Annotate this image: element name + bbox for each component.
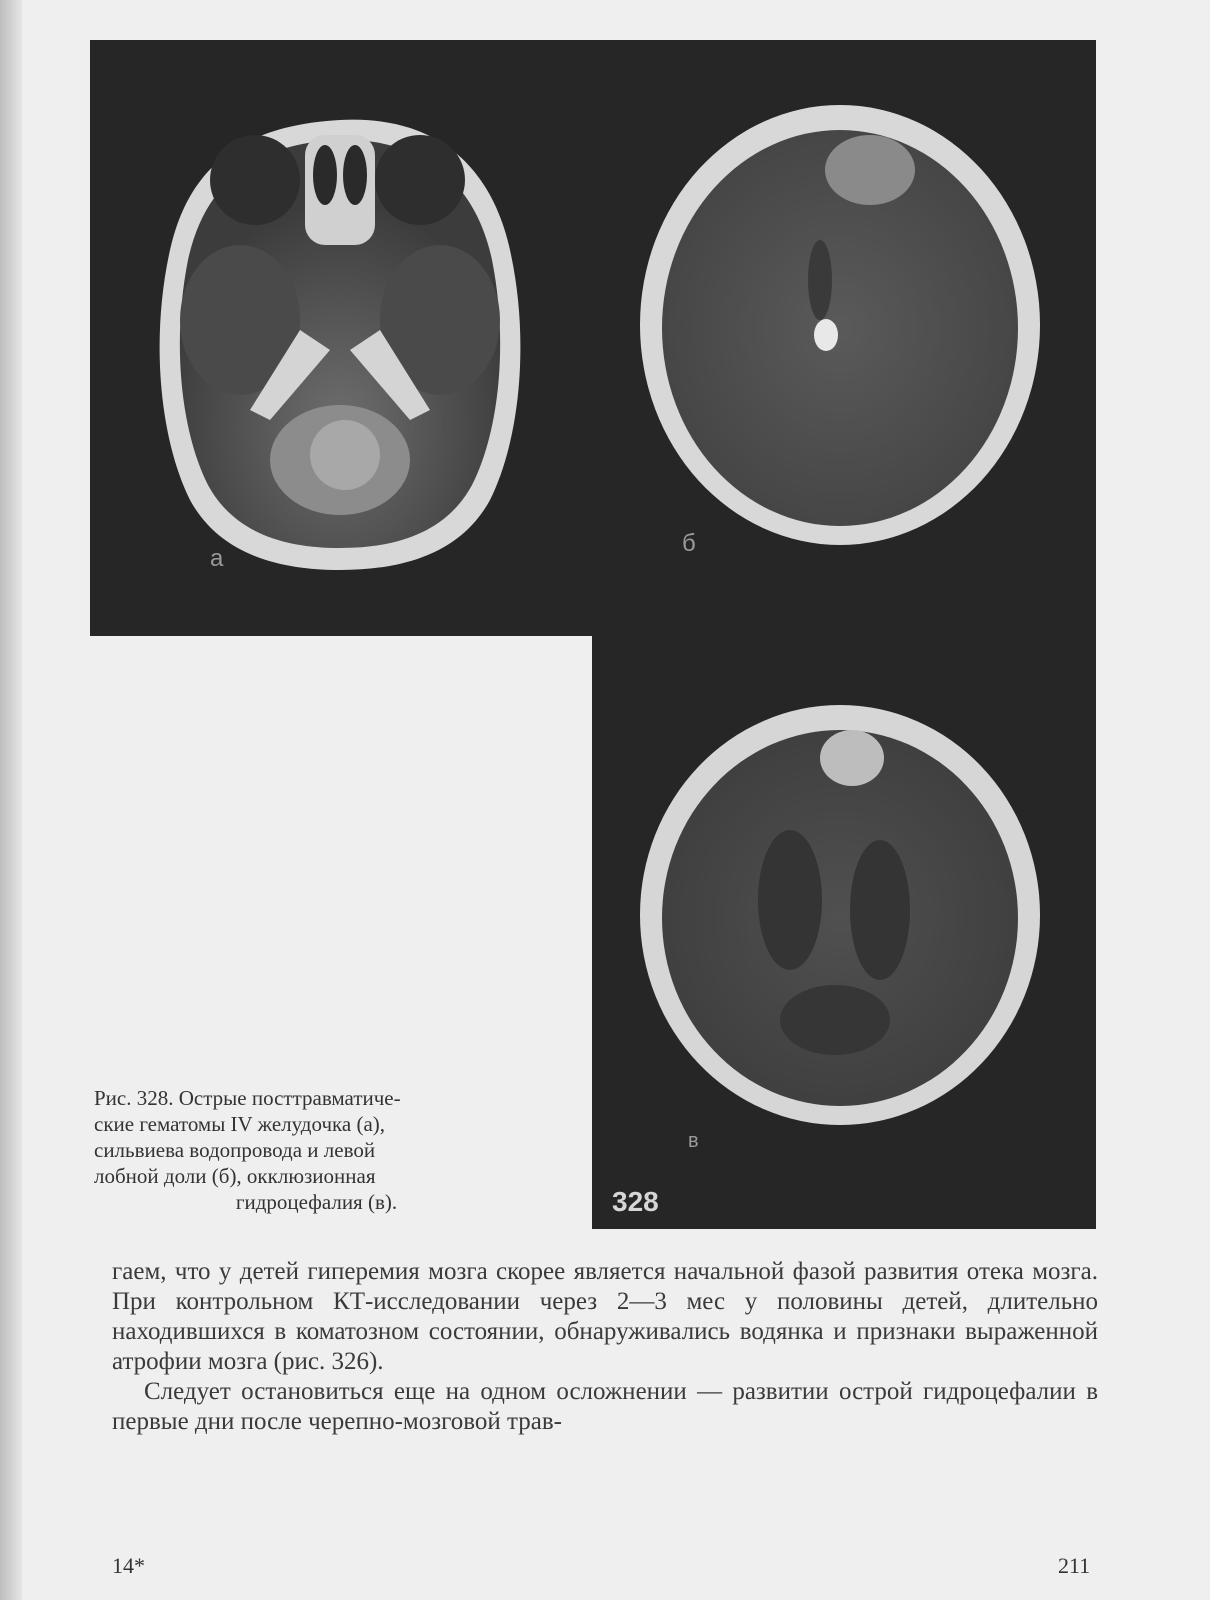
panel-label-a: а: [210, 545, 224, 572]
caption-line: Рис. 328. Острые посттравматиче-: [94, 1086, 401, 1110]
ct-scan-a: [130, 100, 550, 590]
ct-scan-c: [630, 700, 1050, 1130]
ct-scan-b: [630, 100, 1050, 550]
paragraph: Следует остановиться еще на одном осложнении — развитии острой гидроцефалии в первые дни после черепно-мозговой трав-: [112, 1378, 1098, 1435]
page-number: 211: [1058, 1553, 1091, 1578]
figure-caption: [94, 1085, 539, 1215]
paragraph: гаем, что у детей гиперемия мозга скорее является начальной фазой развития отека мозга. При контрольном КТ-исследовании через 2—3 мес у половины детей, длительно находившихся в коматозном состоянии, обнаруживались водянка и признаки выраженной атрофии мозга (рис. 326).: [112, 1258, 1098, 1375]
signature-mark: 14*: [112, 1553, 145, 1578]
caption-line: ские гематомы IV желудочка (а),: [94, 1112, 386, 1136]
caption-line: лобной доли (б), окклюзионная: [94, 1164, 376, 1188]
panel-label-b: б: [682, 530, 696, 557]
panel-label-c: в: [688, 1130, 699, 1152]
caption-line: гидроцефалия (в).: [235, 1190, 398, 1214]
body-text: [112, 1257, 1098, 1437]
caption-line: сильвиева водопровода и левой: [94, 1138, 376, 1162]
figure-number: 328: [612, 1186, 659, 1217]
page-edge-shadow: [0, 0, 22, 1600]
